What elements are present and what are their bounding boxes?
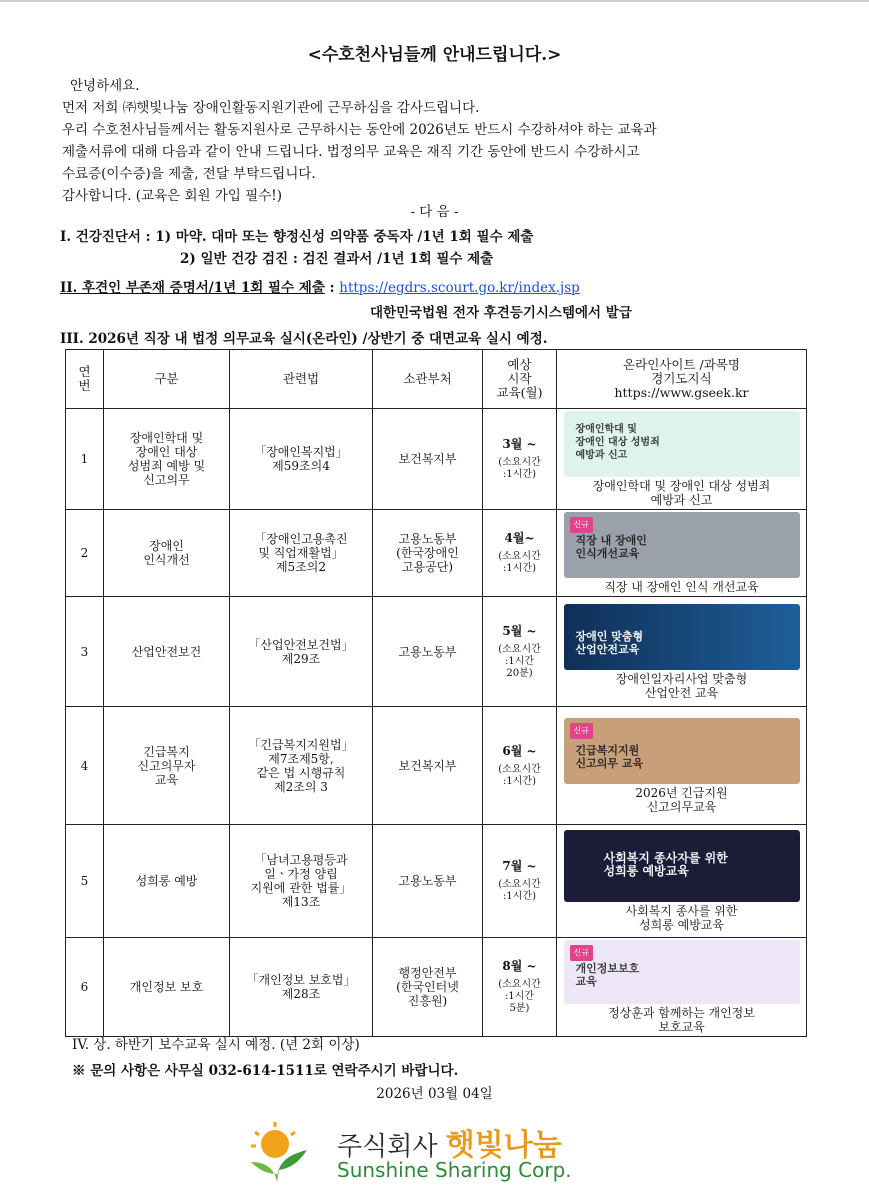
caption-line: 예방과 신고: [650, 493, 713, 507]
course-caption: [559, 1006, 804, 1034]
course-caption: [559, 786, 804, 814]
course-thumbnail[interactable]: [564, 512, 800, 578]
court-link[interactable]: https://egdrs.scourt.go.kr/index.jsp: [339, 280, 580, 296]
cell-course: [557, 597, 807, 707]
table-row: [66, 510, 807, 597]
dur-line: (소요시간: [498, 879, 541, 890]
dur-line: (소요시간: [498, 551, 541, 562]
header-no: [66, 350, 104, 409]
dur-line: :1시간): [503, 775, 536, 787]
law-line: 「개인정보 보호법」: [246, 973, 356, 987]
new-badge: 신규: [570, 517, 593, 533]
dur-line: :1시간): [503, 469, 536, 480]
cat-line: 장애인 대상: [135, 445, 198, 459]
cell-ministry: [373, 825, 483, 938]
ministry-line: 행정안전부: [398, 966, 457, 980]
law-line: 제13조: [281, 895, 321, 909]
cell-category: [104, 938, 230, 1037]
cat-line: 교육: [154, 772, 179, 787]
dur-line: :1시간: [504, 991, 535, 1002]
header-text: 연: [78, 364, 91, 379]
header-online-site: [557, 350, 807, 409]
cell-category: [104, 510, 230, 597]
caption-line: 2026년 긴급지원: [635, 785, 728, 800]
table-row: [66, 597, 807, 707]
cell-no: 5: [66, 825, 104, 938]
cell-ministry: [373, 938, 483, 1037]
new-badge: 신규: [570, 723, 593, 739]
ministry-line: (한국장애인: [396, 546, 459, 560]
course-thumbnail[interactable]: [564, 604, 800, 670]
intro-line: 먼저 저희 ㈜햇빛나눔 장애인활동지원기관에 근무하심을 감사드립니다.: [62, 100, 480, 116]
thumbnail-title: [576, 962, 640, 988]
cat-line: 산업안전보건: [131, 644, 202, 659]
caption-line: 성희롱 예방교육: [639, 918, 724, 932]
ministry-line: 고용노동부: [398, 874, 457, 888]
law-line: 제28조: [281, 987, 321, 1001]
section-guardian-cert: [60, 276, 580, 296]
caption-line: 장애인학대 및 장애인 대상 성범죄: [592, 479, 771, 493]
cell-start-month: [483, 597, 557, 707]
cell-ministry: [373, 597, 483, 707]
header-text: 온라인사이트 /과목명: [623, 357, 740, 372]
caption-line: 사회복지 종사를 위한: [625, 904, 738, 918]
cell-category: [104, 707, 230, 825]
header-text: 시작: [507, 371, 532, 386]
dur-line: (소요시간: [498, 979, 541, 990]
thumbnail-title: [576, 423, 660, 462]
thumb-line: 장애인학대 및: [575, 424, 637, 435]
intro-line: 수료증(이수증)을 제출, 전달 부탁드립니다.: [62, 166, 316, 182]
course-caption: [559, 672, 804, 700]
table-row: [66, 825, 807, 938]
intro-line: 감사합니다. (교육은 회원 가입 필수!): [62, 188, 282, 204]
header-law: 관련법: [230, 350, 373, 409]
dur-line: :1시간: [504, 655, 535, 667]
law-line: 제29조: [281, 651, 321, 666]
section-refresher-education: IV. 상. 하반기 보수교육 실시 예정. (년 2회 이상): [72, 1037, 360, 1053]
company-logo: [247, 1120, 627, 1188]
court-note: 대한민국법원 전자 후견등기시스템에서 발급: [370, 305, 632, 321]
document-date: 2026년 03월 04일: [376, 1086, 493, 1102]
caption-line: 보호교육: [658, 1020, 705, 1034]
company-prefix: 주식회사: [337, 1132, 438, 1162]
law-line: 제7조제5항,: [268, 751, 334, 766]
guardian-cert-label: II. 후견인 부존재 증명서/1년 1회 필수 제출: [60, 280, 325, 296]
thumb-line: 인식개선교육: [575, 547, 640, 560]
cat-line: 성범죄 예방 및: [127, 459, 206, 473]
contact-notice: ※ 문의 사항은 사무실 032-614-1511로 연락주시기 바랍니다.: [72, 1063, 459, 1079]
thumb-line: 긴급복지지원: [575, 743, 640, 757]
ministry-line: 고용공단): [401, 560, 454, 574]
cat-line: 개인정보 보호: [129, 980, 204, 994]
month-text: 4월~: [504, 531, 535, 545]
law-line: 같은 법 시행규칙: [256, 765, 346, 780]
section-line: 2) 일반 건강 검진 : 검진 결과서 /1년 1회 필수 제출: [180, 251, 494, 267]
company-name: 햇빛나눔: [445, 1128, 562, 1163]
cell-category: [104, 409, 230, 510]
cat-line: 긴급복지: [143, 744, 190, 759]
cat-line: 신고의무: [143, 473, 190, 487]
top-divider: [0, 0, 869, 2]
education-table: [65, 349, 807, 1037]
thumb-line: 산업안전교육: [575, 642, 640, 656]
thumb-line: 교육: [575, 975, 597, 988]
thumbnail-title: [576, 630, 644, 656]
table-row: [66, 938, 807, 1037]
thumb-line: 개인정보보호: [575, 962, 640, 975]
cell-law: [230, 825, 373, 938]
intro-line: 제출서류에 대해 다음과 같이 안내 드립니다. 법정의무 교육은 재직 기간 동안에 반드시 수강하시고: [62, 144, 640, 160]
month-text: 6월 ~: [502, 743, 537, 758]
cell-no: 1: [66, 409, 104, 510]
sun-sprout-icon: [247, 1120, 335, 1186]
law-line: 및 직업재활법」: [258, 546, 344, 560]
month-text: 7월 ~: [502, 859, 537, 873]
cell-course: [557, 409, 807, 510]
course-thumbnail[interactable]: [564, 830, 800, 902]
table-header-row: [66, 350, 807, 409]
law-line: 「남녀고용평등과: [254, 853, 348, 867]
cat-line: 장애인: [149, 539, 184, 553]
cat-line: 장애인학대 및: [129, 431, 204, 445]
caption-line: 산업안전 교육: [644, 685, 719, 700]
dur-line: 20분): [506, 667, 533, 679]
section-line: I. 건강진단서 : 1) 마약. 대마 또는 향정신성 의약품 중독자 /1년 1회 필수 제출: [60, 229, 534, 245]
cat-line: 신고의무자: [137, 758, 196, 773]
header-text: https://www.gseek.kr: [614, 385, 749, 400]
cell-ministry: [373, 707, 483, 825]
thumb-line: 성희롱 예방교육: [603, 864, 689, 878]
cell-no: 2: [66, 510, 104, 597]
greeting: 안녕하세요.: [70, 78, 140, 94]
dur-line: :1시간): [503, 891, 536, 902]
header-start-month: [483, 350, 557, 409]
ministry-line: 진흥원): [407, 994, 448, 1008]
law-line: 제2조의 3: [274, 779, 328, 794]
cell-category: [104, 597, 230, 707]
new-badge: 신규: [570, 945, 593, 961]
caption-line: 신고의무교육: [646, 799, 717, 814]
ministry-line: 고용노동부: [398, 644, 457, 659]
cell-law: [230, 409, 373, 510]
cell-law: [230, 510, 373, 597]
thumbnail-title: [576, 744, 644, 770]
cell-course: [557, 938, 807, 1037]
thumbnail-title: [576, 534, 647, 560]
cat-line: 인식개선: [143, 553, 190, 567]
thumb-line: 장애인 맞춤형: [575, 629, 644, 643]
company-name-english: Sunshine Sharing Corp.: [337, 1158, 572, 1182]
thumb-line: 장애인 대상 성범죄: [575, 437, 660, 448]
course-caption: [559, 904, 804, 932]
caption-line: 직장 내 장애인 인식 개선교육: [604, 580, 759, 594]
section-mandatory-education: III. 2026년 직장 내 법정 의무교육 실시(온라인) /상반기 중 대면교육 실시 예정.: [60, 331, 548, 347]
cell-no: 3: [66, 597, 104, 707]
header-text: 교육(월): [496, 385, 543, 400]
dur-line: (소요시간: [498, 457, 541, 468]
thumbnail-title: [604, 852, 728, 878]
course-caption: [559, 580, 804, 594]
cell-ministry: [373, 510, 483, 597]
cell-course: [557, 707, 807, 825]
ministry-line: (한국인터넷: [396, 980, 459, 994]
section-health-check: [60, 226, 533, 270]
thumb-line: 신고의무 교육: [575, 756, 644, 770]
dur-line: (소요시간: [498, 643, 541, 655]
thumb-line: 직장 내 장애인: [575, 534, 647, 547]
law-line: 제5조의2: [275, 560, 327, 574]
cell-no: 4: [66, 707, 104, 825]
cell-ministry: [373, 409, 483, 510]
law-line: 「장애인고용촉진: [254, 532, 348, 546]
section-divider-label: - 다 음 -: [410, 204, 459, 220]
cell-start-month: [483, 825, 557, 938]
course-thumbnail[interactable]: [564, 718, 800, 784]
thumb-line: 예방과 신고: [575, 450, 628, 461]
cell-course: [557, 825, 807, 938]
header-text: 번: [78, 378, 91, 393]
dur-line: 5분): [509, 1003, 530, 1014]
course-thumbnail[interactable]: [564, 940, 800, 1004]
header-text: 예상: [507, 357, 532, 372]
course-thumbnail[interactable]: [564, 411, 800, 477]
caption-line: 장애인일자리사업 맞춤형: [615, 671, 748, 686]
ministry-line: 고용노동부: [398, 532, 457, 546]
dur-line: :1시간): [503, 563, 536, 574]
header-category: 구분: [104, 350, 230, 409]
cell-course: [557, 510, 807, 597]
law-line: 「장애인복지법」: [254, 445, 348, 459]
cell-start-month: [483, 938, 557, 1037]
law-line: 일ㆍ가정 양립: [264, 867, 338, 881]
cell-category: [104, 825, 230, 938]
table-row: [66, 409, 807, 510]
cell-no: 6: [66, 938, 104, 1037]
ministry-line: 보건복지부: [398, 758, 457, 773]
intro-line: 우리 수호천사님들께서는 활동지원사로 근무하시는 동안에 2026년도 반드시 수강하셔야 하는 교육과: [62, 122, 657, 138]
cell-law: [230, 707, 373, 825]
page-title: <수호천사님들께 안내드립니다.>: [307, 45, 562, 65]
cat-line: 성희롱 예방: [135, 874, 198, 888]
header-ministry: 소관부처: [373, 350, 483, 409]
course-caption: [559, 479, 804, 507]
cell-start-month: [483, 409, 557, 510]
dur-line: (소요시간: [498, 763, 541, 775]
caption-line: 정상훈과 함께하는 개인정보: [608, 1006, 755, 1020]
thumb-line: 사회복지 종사자를 위한: [603, 851, 728, 865]
month-text: 5월 ~: [502, 623, 537, 638]
ministry-line: 보건복지부: [398, 452, 457, 466]
law-line: 제59조의4: [272, 459, 330, 473]
header-text: 경기도지식: [651, 371, 712, 386]
table-row: [66, 707, 807, 825]
law-line: 「산업안전보건법」: [248, 637, 354, 652]
law-line: 「긴급복지지원법」: [248, 737, 354, 752]
cell-start-month: [483, 510, 557, 597]
month-text: 8월 ~: [502, 959, 537, 973]
law-line: 지원에 관한 법률」: [250, 881, 352, 895]
cell-start-month: [483, 707, 557, 825]
cell-law: [230, 597, 373, 707]
intro-paragraph: [62, 75, 822, 207]
month-text: 3월 ~: [502, 437, 537, 451]
colon: :: [324, 280, 340, 296]
cell-law: [230, 938, 373, 1037]
